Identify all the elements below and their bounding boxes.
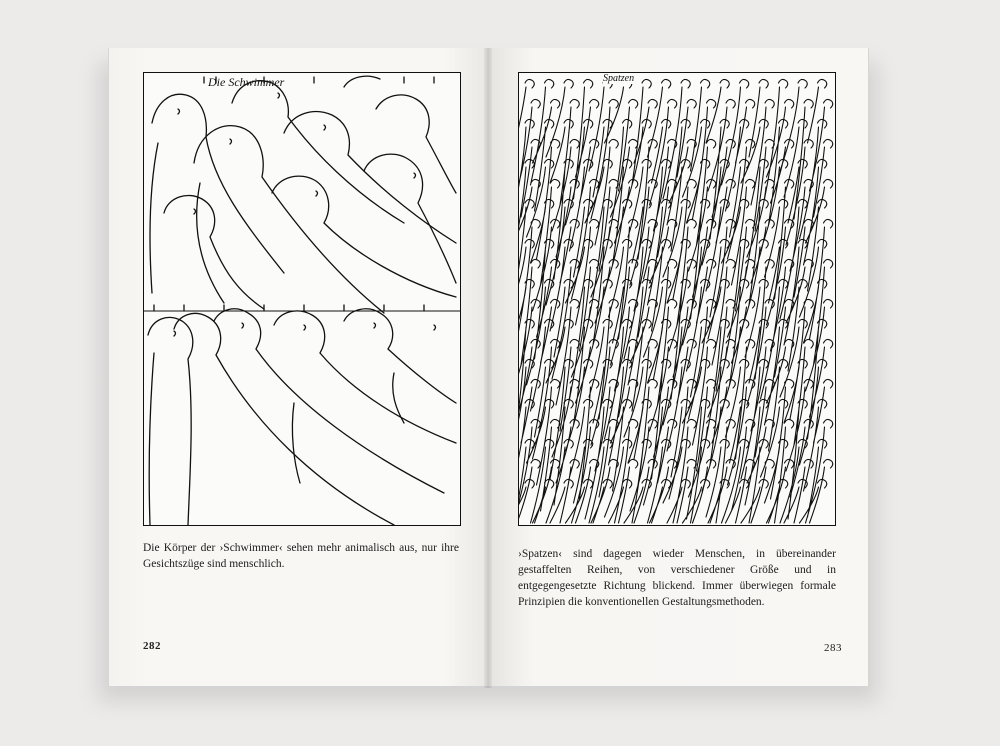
right-caption: ›Spatzen‹ sind dagegen wieder Menschen, in übereinander gestaffelten Reihen, von verschiedener Größe und in entgegengesetzte Richtung blickend. Immer überwiegen formale Prinzipien die konventionellen Gestaltungsmethoden.: [518, 548, 836, 608]
drawing-inscription: Die Schwimmer: [208, 75, 285, 89]
sparrows-drawing: [518, 72, 836, 526]
left-caption: Die Körper der ›Schwimmer‹ sehen mehr animalisch aus, nur ihre Gesichtszüge sind menschlich.: [143, 542, 459, 570]
left-page-number: 282: [143, 640, 161, 652]
sparrow-figures: [519, 79, 833, 523]
left-page: [108, 48, 489, 686]
right-page: [488, 48, 869, 686]
open-book: [108, 48, 868, 690]
drawing-inscription: Spatzen: [603, 73, 635, 84]
right-page-number: 283: [824, 642, 842, 654]
swimmers-drawing: [143, 72, 461, 526]
book-spine: [484, 48, 492, 688]
